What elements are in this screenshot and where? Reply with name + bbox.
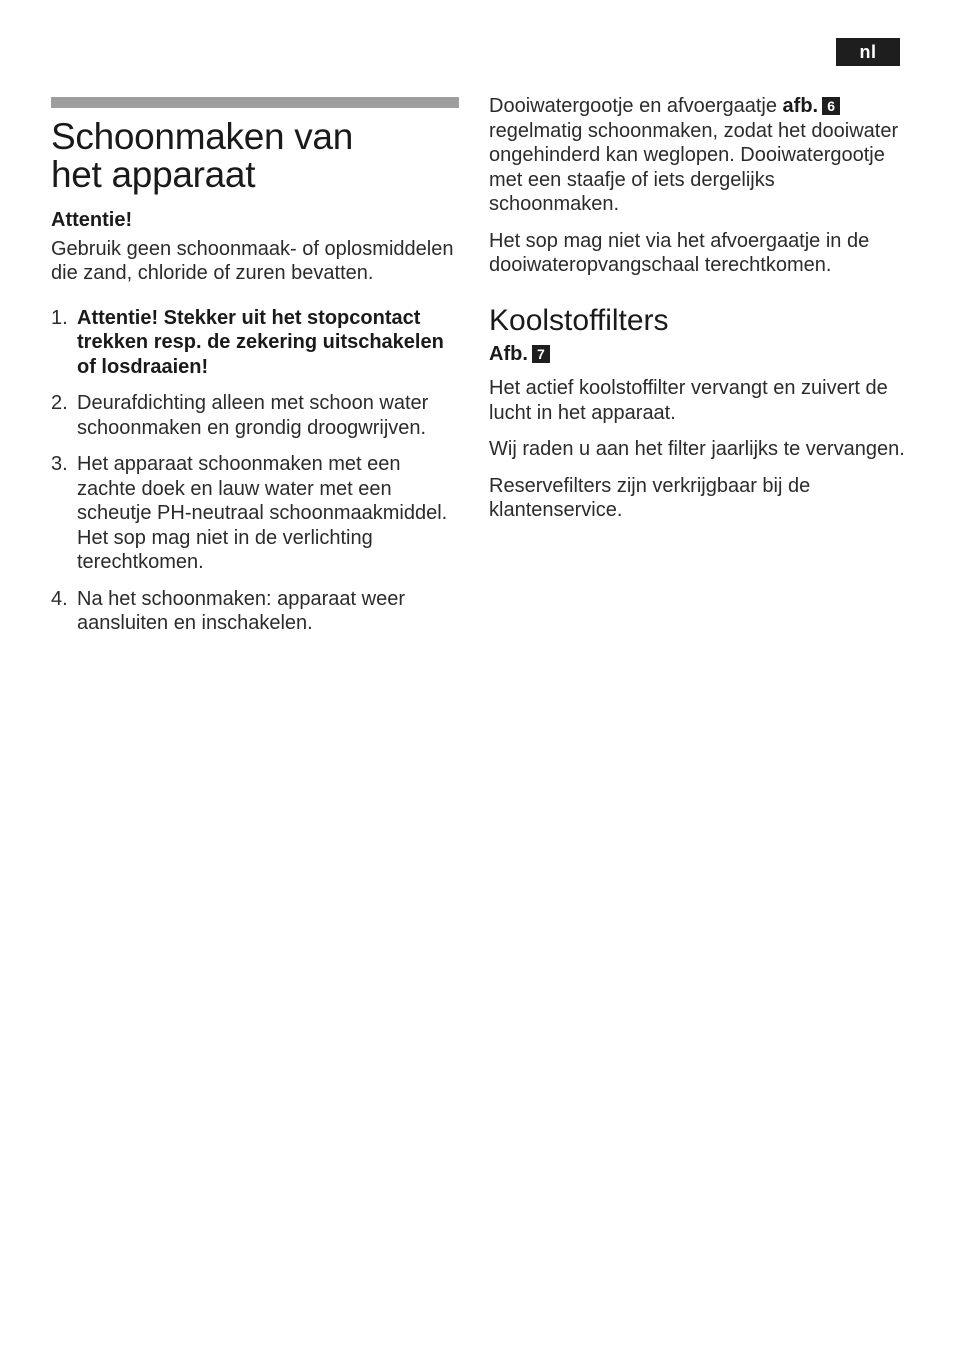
step-number: 4. xyxy=(51,587,68,610)
step-item xyxy=(51,391,461,440)
spare-filters-info: Reservefilters zijn verkrijgbaar bij de klantenservice. xyxy=(489,474,811,521)
title-line-1: Schoonmaken van xyxy=(51,116,353,157)
filter-replacement-advice: Wij raden u aan het filter jaarlijks te vervangen. xyxy=(489,438,905,460)
step-number: 1. xyxy=(51,306,68,329)
step-text: Attentie! Stekker uit het stopcontact trekken resp. de zekering uitschakelen of losdraaien! xyxy=(77,306,444,378)
attention-text: Gebruik geen schoonmaak- of oplosmiddelen die zand, chloride of zuren bevatten. xyxy=(51,237,454,284)
figure-ref-label: Afb. xyxy=(489,342,528,365)
language-badge xyxy=(836,38,900,66)
right-column xyxy=(489,94,909,535)
figure-number-badge: 6 xyxy=(822,97,840,115)
step-text: Het apparaat schoonmaken met een zachte doek en lauw water met een scheutje PH-neutraal schoonmaakmiddel. Het sop mag niet in de verlichting terechtkomen. xyxy=(77,453,448,573)
figure-number-badge: 7 xyxy=(532,345,550,363)
section-divider xyxy=(51,97,459,108)
drain-text: Dooiwatergootje en afvoergaatje xyxy=(489,95,777,117)
filter-description: Het actief koolstoffilter vervangt en zuivert de lucht in het apparaat. xyxy=(489,377,888,424)
section-title: Koolstoffilters xyxy=(489,303,669,337)
page-title xyxy=(51,118,461,194)
step-item xyxy=(51,306,461,380)
step-text: Na het schoonmaken: apparaat weer aansluiten en inschakelen. xyxy=(77,587,405,634)
left-column xyxy=(51,97,461,648)
drain-text-rest: regelmatig schoonmaken, zodat het dooiwater ongehinderd kan weglopen. Dooiwatergootje met een staafje of iets dergelijks schoonmaken. xyxy=(489,119,899,215)
figure-ref-label: afb. xyxy=(782,95,819,117)
cleaning-steps xyxy=(51,306,461,636)
step-text: Deurafdichting alleen met schoon water schoonmaken en grondig droogwrijven. xyxy=(77,392,429,439)
language-label: nl xyxy=(859,41,877,62)
step-item xyxy=(51,587,461,636)
step-item xyxy=(51,452,461,575)
step-number: 2. xyxy=(51,392,68,414)
figure-reference xyxy=(489,342,909,367)
step-number: 3. xyxy=(51,453,68,475)
soap-warning-paragraph: Het sop mag niet via het afvoergaatje in de dooiwateropvangschaal terechtkomen. xyxy=(489,229,870,276)
attention-label: Attentie! xyxy=(51,209,133,231)
title-line-2: het apparaat xyxy=(51,154,256,195)
drain-cleaning-paragraph xyxy=(489,94,909,217)
